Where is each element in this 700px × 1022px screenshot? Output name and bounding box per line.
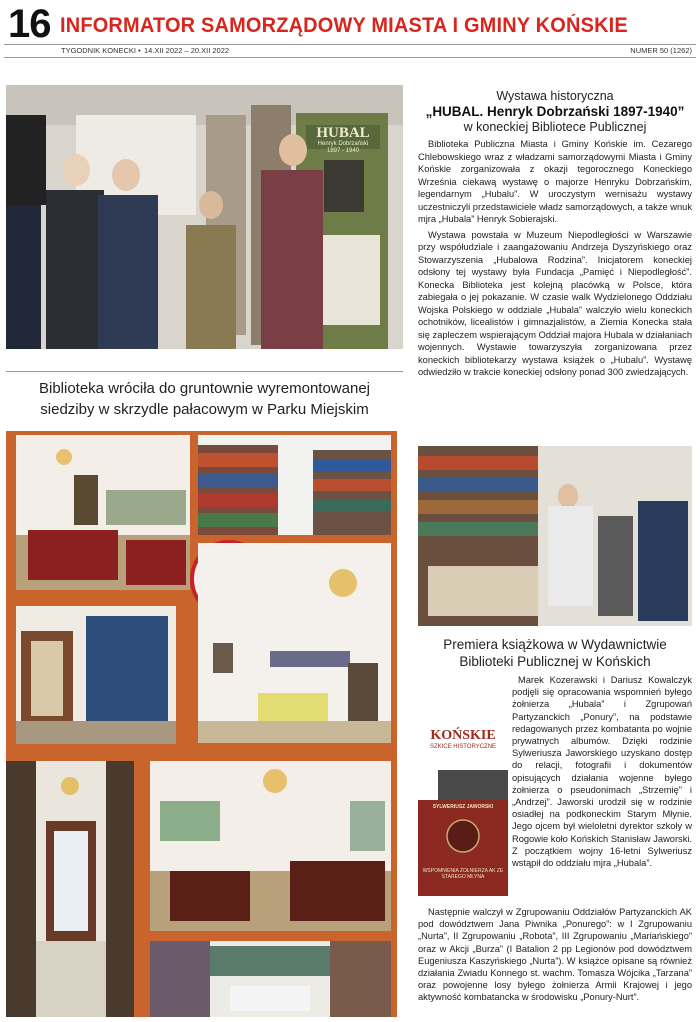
photo-exhibition-hall xyxy=(198,543,391,743)
photo-reading-room xyxy=(16,435,190,590)
photo-children-area xyxy=(150,941,391,1017)
article1-paragraph2: Wystawa powstała w Muzeum Niepodległości w Warszawie przy współudziale i zaangażowaniu Andrzeja Dyszyńskiego oraz Stowarzyszenia „Hubalowa Rodzina”. Inicjatorem koneckiej odsłony tej wystawy była Fundacja „Pamięć i Niepodległość”. Konecka Biblioteka jest kolejną placówką w Polsce, która zabiegała o jej pokazanie. W czasie walk Wydzielonego Oddziału Wojska Polskiego w oddziale „Hubala” walczyło wielu koneckich ochotników, licealistów i gimnazjalistów, a Ziemia Konecka stała się zapleczem wspierającym Oddział majora Hubala w działaniach wojennych. Wystawie towarzyszyła zorganizowana przez koneckich bibliotekarzy wystawa książek o „Hubalu”. Wystawę odwiedziło w trakcie koneckiej odsłony ponad 300 zwiedzających. xyxy=(418,229,692,377)
photo-staircase xyxy=(16,606,176,744)
article2-heading-line1: Premiera książkowa w Wydawnictwie xyxy=(443,637,667,652)
page-number: 16 xyxy=(8,2,51,46)
book-series-title: KOŃSKIE xyxy=(430,728,496,743)
publication-name: TYGODNIK KONECKI • xyxy=(61,46,141,55)
library-title-line2: siedziby w skrzydle pałacowym w Parku Miejskim xyxy=(40,401,369,418)
book-cover xyxy=(418,728,508,900)
photo-main-hall xyxy=(150,761,391,931)
article2-heading-line2: Biblioteki Publicznej w Końskich xyxy=(459,654,651,669)
article1-heading-line1: Wystawa historyczna xyxy=(496,89,614,103)
library-photo-collage xyxy=(6,431,397,1017)
library-title-line1: Biblioteka wróciła do gruntownie wyremontowanej xyxy=(38,380,370,397)
article-hubal-exhibition xyxy=(418,89,692,382)
article2-body-wrapped xyxy=(512,674,692,872)
photo-book-exhibition xyxy=(418,446,692,626)
banner-subtitle: Henryk Dobrzański xyxy=(317,141,369,147)
article2-paragraph2: Następnie walczył w Zgrupowaniu Oddziałów Partyzanckich AK pod dowództwem Jana Piwnika „Ponurego”: w I Zgrupowaniu „Nurta”, II Zgrupowaniu „Robota”, III Zgrupowaniu „Mariańskiego” oraz w Akcji „Burza” (I Batalion 2 pp Legionów pod dowództwem Eugeniusza Kaszyńskiego „Nurta”). W książce opisane są również działania Zwiadu Konnego st. wachm. Tomasza Wójcika „Tarzana” oraz powojenne losy byłego żołnierza Armii Krajowej i jego aktywność kombatancka w środowisku „Ponury-Nurt”. xyxy=(418,907,692,1003)
book-title: WSPOMNIENIA ŻOŁNIERZA AK ZE STAREGO MŁYNA xyxy=(422,868,504,880)
issue-number: NUMER 50 (1262) xyxy=(630,46,692,55)
banner-years: 1897 - 1940 xyxy=(326,148,360,154)
article-book-premiere xyxy=(418,636,692,670)
section-divider xyxy=(6,371,403,372)
book-author: SYLWERIUSZ JAWORSKI xyxy=(432,804,494,810)
masthead-title: INFORMATOR SAMORZĄDOWY MIASTA I GMINY KOŃSKIE xyxy=(60,14,628,37)
photo-entrance-door xyxy=(6,761,134,1017)
exhibition-opening-photo xyxy=(6,85,403,349)
library-section-title xyxy=(6,378,403,420)
article2-body-full xyxy=(418,906,692,1007)
header-info-bar xyxy=(4,44,696,58)
article1-heading-line2: „HUBAL. Henryk Dobrzański 1897-1940” xyxy=(425,104,685,119)
photo-bookshelves xyxy=(198,435,391,535)
article2-paragraph1: Marek Kozerawski i Dariusz Kowalczyk podjęli się opracowania wspomnień byłego żołnierza „Hubala” i Zgrupowań Partyzanckich „Ponury”, na podstawie redagowanych przez kombatanta po wojnie prywatnych albumów. Dzięki rodzinie Sylweriusza Jaworskiego uzyskano dostęp do relacji, fotografii i dokumentów opisujących działania wojenne byłego żołnierza o pseudonimach „Strzemię” i „Andrzej”. Jaworski urodził się w rodzinie osiadłej na podkoneckim Starym Młynie. Jego ojcem był wieloletni dyrektor szkoły w Rogowie koło Końskich Stanisław Jaworski. Z początkiem wojny 16-letni Sylweriusz wstąpił do oddziału mjra „Hubala”. xyxy=(512,675,692,869)
article1-paragraph1: Biblioteka Publiczna Miasta i Gminy Końskie im. Cezarego Chlebowskiego wraz z władzami samorządowymi Miasta i Gminy Końskie zorganizowała z okazji tegorocznego Koneckiego Września ciekawą wystawę o majorze Henryku Dobrzańskim, legendarnym „Hubalu”. W uroczystym wernisażu wystawy uczestniczyli przedstawiciele władz samorządowych, a także wnuk mjra „Hubala” Henryk Sobierajski. xyxy=(418,139,692,224)
banner-title: HUBAL xyxy=(316,125,370,141)
book-series-subtitle: SZKICE HISTORYCZNE xyxy=(429,744,497,750)
article1-heading-line3: w koneckiej Bibliotece Publicznej xyxy=(463,120,647,134)
issue-dates: 14.XII 2022 – 20.XII 2022 xyxy=(144,46,230,55)
